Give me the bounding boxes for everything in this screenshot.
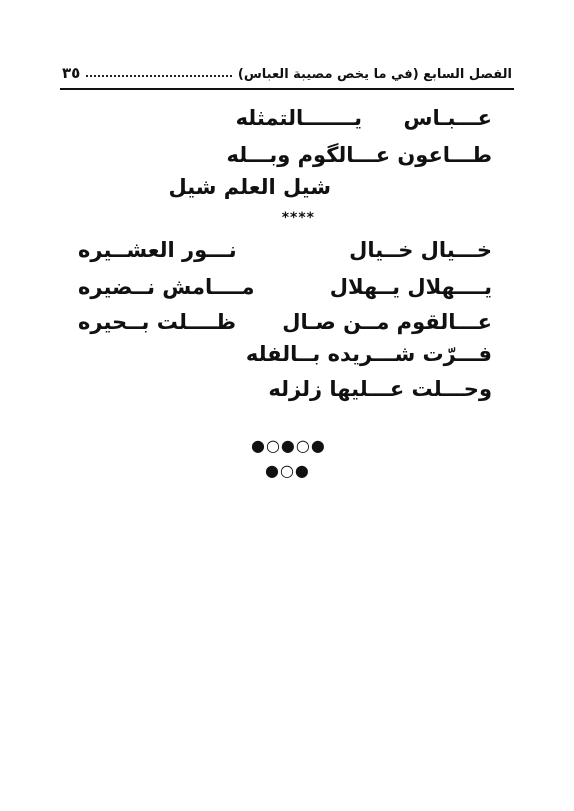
- verse-row-2-right: يــــهلال يــهلال: [329, 275, 492, 299]
- header-rule: [60, 88, 514, 90]
- chapter-title: الفصل السابع (في ما يخص مصيبة العباس): [237, 67, 512, 82]
- verse-line-2: طـــاعون عـــالگوم وبـــله: [226, 143, 492, 167]
- verse-line-4: فـــرّت شـــريده بــالفله: [245, 342, 492, 366]
- ornament-row-2: ●○●: [265, 461, 310, 480]
- ornament-row-1: ●○●○●: [251, 436, 326, 455]
- running-header: [62, 58, 512, 82]
- verse-line-1-left: يـــــــالتمثله: [235, 106, 362, 130]
- verse-line-3: شيل العلم شيل: [168, 175, 331, 199]
- verse-row-3-right: عـــالقوم مــن صـال: [282, 310, 492, 334]
- leader-dots: [86, 75, 232, 77]
- verse-row-1-left: نـــور العشــيره: [78, 238, 237, 262]
- verse-line-5: وحـــلت عـــليها زلزله: [268, 377, 492, 401]
- verse-row-2-left: مــــامش نــضيره: [78, 275, 255, 299]
- stars-separator: ****: [281, 210, 315, 226]
- verse-line-1-right: عـــبـاس: [403, 106, 492, 130]
- page-number: ٣٥: [62, 64, 81, 82]
- verse-row-1-right: خـــيال خــيال: [349, 238, 492, 262]
- verse-row-3-left: ظــــلت بــحيره: [78, 310, 237, 334]
